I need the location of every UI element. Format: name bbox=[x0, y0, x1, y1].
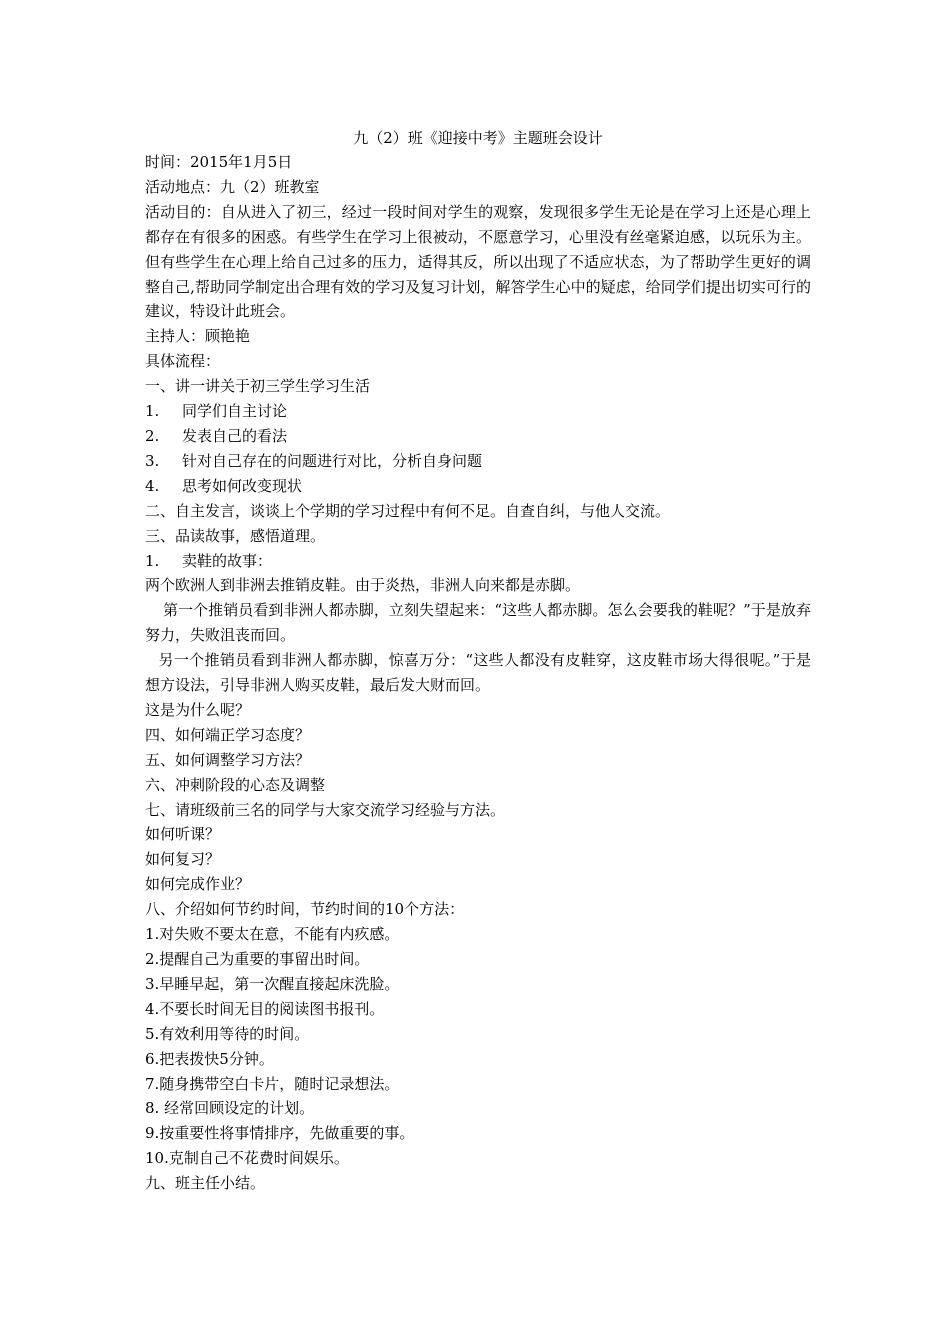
list-item: 5.有效利用等待的时间。 bbox=[145, 1024, 310, 1043]
section-heading: 五、如何调整学习方法？ bbox=[145, 750, 311, 769]
story-question: 这是为什么呢？ bbox=[145, 700, 251, 719]
question-line: 如何完成作业？ bbox=[145, 875, 251, 894]
numbered-item bbox=[145, 424, 811, 449]
section-heading: 四、如何端正学习态度？ bbox=[145, 725, 311, 744]
item-text: 同学们自主讨论 bbox=[182, 402, 288, 421]
list-item: 9.按重要性将事情排序，先做重要的事。 bbox=[145, 1124, 415, 1143]
item-number: 2. bbox=[145, 426, 160, 445]
story-paragraph: 另一个推销员看到非洲人都赤脚，惊喜万分：“这些人都没有皮鞋穿，这皮鞋市场大得很呢。”于是想方设法，引导非洲人购买皮鞋，最后发大财而回。 bbox=[145, 651, 811, 695]
section-heading: 一、讲一讲关于初三学生学习生活 bbox=[145, 377, 371, 396]
item-text: 卖鞋的故事： bbox=[182, 551, 273, 570]
meeting-host: 主持人：顾艳艳 bbox=[145, 327, 251, 346]
story-paragraph: 两个欧洲人到非洲去推销皮鞋。由于炎热，非洲人向来都是赤脚。 bbox=[145, 576, 581, 595]
list-item: 6.把表拨快5分钟。 bbox=[145, 1049, 274, 1068]
section-heading: 六、冲刺阶段的心态及调整 bbox=[145, 775, 326, 794]
item-text: 发表自己的看法 bbox=[182, 426, 288, 445]
section-heading: 九、班主任小结。 bbox=[145, 1174, 266, 1193]
numbered-item bbox=[145, 474, 811, 499]
section-heading: 二、自主发言，谈谈上个学期的学习过程中有何不足。自查自纠，与他人交流。 bbox=[145, 501, 671, 520]
meeting-purpose: 活动目的：自从进入了初三，经过一段时间对学生的观察，发现很多学生无论是在学习上还是心理上都存在有很多的困惑。有些学生在学习上很被动，不愿意学习，心里没有丝毫紧迫感，以玩乐为主。但有些学生在心理上给自己过多的压力，适得其反，所以出现了不适应状态，为了帮助学生更好的调整自己,帮助同学制定出合理有效的学习及复习计划，解答学生心中的疑虑，给同学们提出切实可行的建议，特设计此班会。 bbox=[145, 202, 811, 321]
item-number: 4. bbox=[145, 476, 160, 495]
list-item: 2.提醒自己为重要的事留出时间。 bbox=[145, 950, 370, 968]
process-label: 具体流程： bbox=[145, 352, 221, 371]
item-text: 针对自己存在的问题进行对比，分析自身问题 bbox=[182, 451, 483, 470]
numbered-item bbox=[145, 399, 811, 424]
question-line: 如何复习？ bbox=[145, 850, 221, 869]
story-paragraph: 第一个推销员看到非洲人都赤脚，立刻失望起来：“这些人都赤脚。怎么会要我的鞋呢？”于是放弃努力，失败沮丧而回。 bbox=[145, 601, 811, 645]
document-page bbox=[145, 126, 811, 1196]
section-heading: 八、介绍如何节约时间，节约时间的10个方法： bbox=[145, 900, 465, 919]
section-heading: 三、品读故事，感悟道理。 bbox=[145, 526, 326, 545]
numbered-item bbox=[145, 449, 811, 474]
section-heading: 七、请班级前三名的同学与大家交流学习经验与方法。 bbox=[145, 800, 506, 819]
list-item: 8. 经常回顾设定的计划。 bbox=[145, 1099, 315, 1118]
list-item: 3.早睡早起，第一次醒直接起床洗脸。 bbox=[145, 974, 400, 993]
meeting-time: 时间：2015年1月5日 bbox=[145, 153, 293, 171]
list-item: 4.不要长时间无目的阅读图书报刊。 bbox=[145, 999, 385, 1018]
question-line: 如何听课？ bbox=[145, 825, 221, 844]
item-number: 1. bbox=[145, 402, 160, 421]
item-number: 3. bbox=[145, 451, 160, 470]
item-number: 1. bbox=[145, 551, 160, 570]
numbered-item bbox=[145, 549, 811, 574]
meeting-location: 活动地点：九（2）班教室 bbox=[145, 177, 320, 196]
item-text: 思考如何改变现状 bbox=[182, 476, 303, 495]
list-item: 10.克制自己不花费时间娱乐。 bbox=[145, 1149, 349, 1168]
list-item: 7.随身携带空白卡片，随时记录想法。 bbox=[145, 1074, 400, 1093]
list-item: 1.对失败不要太在意，不能有内疚感。 bbox=[145, 925, 400, 944]
document-title: 九（2）班《迎接中考》主题班会设计 bbox=[353, 129, 603, 147]
